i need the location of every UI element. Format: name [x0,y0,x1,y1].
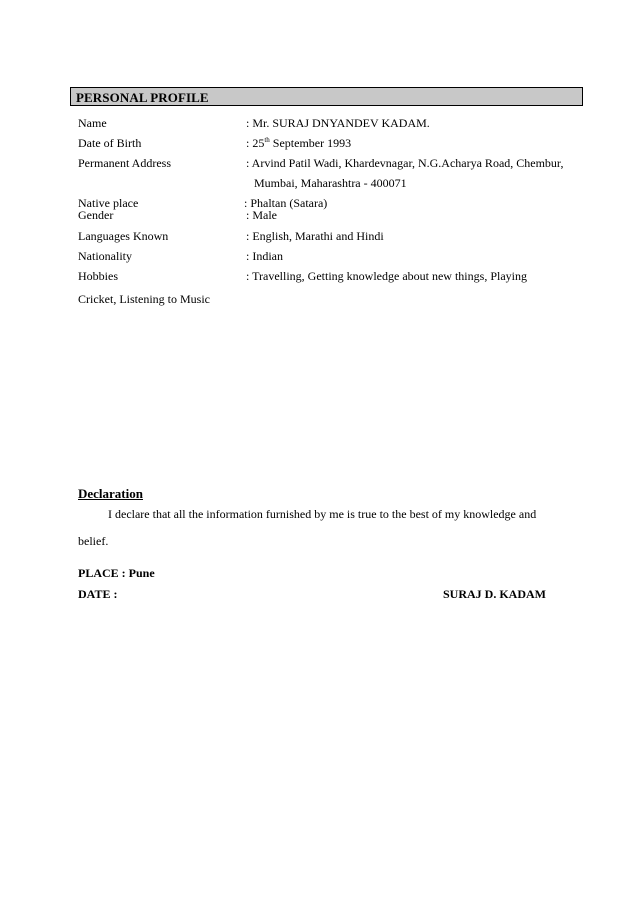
native-place-value: : Phaltan (Satara) [244,196,328,210]
nationality-value: : Indian [246,249,283,263]
hobbies-label: Hobbies [78,269,118,283]
signature-name: SURAJ D. KADAM [443,587,546,601]
address-line1: : Arvind Patil Wadi, Khardevnagar, N.G.Acharya Road, Chembur, [246,156,564,170]
section-title: PERSONAL PROFILE [76,90,209,105]
native-place-label: Native place [78,196,139,210]
declaration-title: Declaration [78,486,143,501]
place-line: PLACE : Pune [78,566,155,580]
hobbies-continued: Cricket, Listening to Music [78,292,210,306]
gender-label: Gender [78,208,114,222]
name-value: : Mr. SURAJ DNYANDEV KADAM. [246,116,430,130]
address-label: Permanent Address [78,156,171,170]
dob-ordinal: th [264,136,270,144]
dob-value [246,136,351,150]
address-line2: Mumbai, Maharashtra - 400071 [254,176,407,190]
nationality-label: Nationality [78,249,132,263]
declaration-text-line2: belief. [78,534,109,548]
hobbies-value: : Travelling, Getting knowledge about new things, Playing [246,269,527,283]
languages-label: Languages Known [78,229,169,243]
name-label: Name [78,116,107,130]
personal-profile-header [70,87,583,106]
languages-value: : English, Marathi and Hindi [246,229,384,243]
date-line: DATE : [78,587,118,601]
gender-value: : Male [246,208,277,222]
declaration-text-line1: I declare that all the information furnished by me is true to the best of my knowledge and [108,507,537,521]
dob-month-year: September 1993 [269,136,352,150]
dob-label: Date of Birth [78,136,142,150]
dob-day: : 25 [246,136,265,150]
